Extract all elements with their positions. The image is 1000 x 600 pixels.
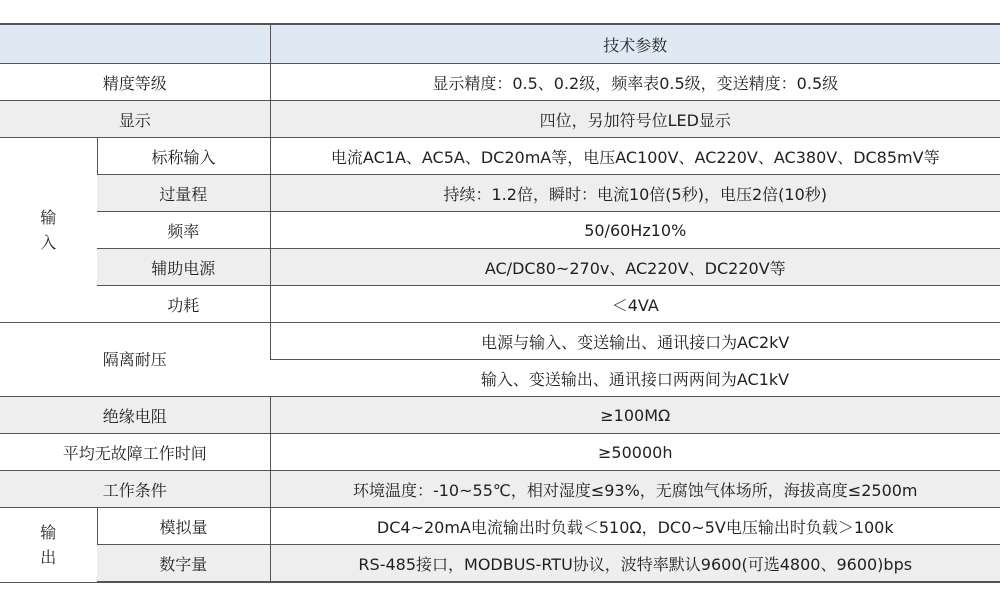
output-group-char-2: 出	[40, 547, 57, 567]
row-label-nominal-input: 标称输入	[97, 138, 270, 175]
row-value-digital-output: RS-485接口，MODBUS-RTU协议，波特率默认9600(可选4800、9600)bps	[270, 545, 1000, 583]
row-label-display: 显示	[0, 101, 270, 138]
row-label-accuracy: 精度等级	[0, 64, 270, 101]
table-row-nominal-input	[0, 138, 1000, 175]
row-value-aux-power: AC/DC80~270v、AC220V、DC220V等	[270, 249, 1000, 286]
row-label-insulation: 绝缘电阻	[0, 397, 270, 434]
row-value-power-consumption: ＜4VA	[270, 286, 1000, 323]
table-row-aux-power	[0, 249, 1000, 286]
row-value-insulation: ≥100MΩ	[270, 397, 1000, 434]
row-label-frequency: 频率	[97, 212, 270, 249]
input-group-char-2: 入	[40, 233, 57, 252]
row-value-frequency: 50/60Hz10%	[270, 212, 1000, 249]
row-label-digital-output: 数字量	[97, 545, 270, 583]
table-row-overload	[0, 175, 1000, 212]
row-value-isolation-2: 输入、变送输出、通讯接口两两间为AC1kV	[270, 360, 1000, 397]
table-header-row	[0, 24, 1000, 64]
row-value-accuracy: 显示精度：0.5、0.2级，频率表0.5级，变送精度：0.5级	[270, 64, 1000, 101]
table-row-analog-output	[0, 508, 1000, 545]
table-row-digital-output	[0, 545, 1000, 583]
row-label-analog-output: 模拟量	[97, 508, 270, 545]
table-row-power-consumption	[0, 286, 1000, 323]
row-label-isolation: 隔离耐压	[0, 323, 270, 397]
row-value-conditions: 环境温度：-10~55℃，相对湿度≤93%，无腐蚀气体场所，海拔高度≤2500m	[270, 471, 1000, 508]
input-group-label	[0, 138, 97, 323]
table-row-insulation	[0, 397, 1000, 434]
table-row-display	[0, 101, 1000, 138]
table-row-frequency	[0, 212, 1000, 249]
header-title: 技术参数	[270, 24, 1000, 64]
row-label-overload: 过量程	[97, 175, 270, 212]
row-label-power-consumption: 功耗	[97, 286, 270, 323]
row-value-overload: 持续：1.2倍，瞬时：电流10倍(5秒)，电压2倍(10秒)	[270, 175, 1000, 212]
input-group-char-1: 输	[40, 208, 57, 227]
row-value-mtbf: ≥50000h	[270, 434, 1000, 471]
table-row-isolation-1	[0, 323, 1000, 360]
table-row-mtbf	[0, 434, 1000, 471]
row-label-mtbf: 平均无故障工作时间	[0, 434, 270, 471]
row-value-display: 四位，另加符号位LED显示	[270, 101, 1000, 138]
header-blank-cell	[0, 24, 270, 64]
row-value-isolation-1: 电源与输入、变送输出、通讯接口为AC2kV	[270, 323, 1000, 360]
row-value-nominal-input: 电流AC1A、AC5A、DC20mA等，电压AC100V、AC220V、AC380V、DC85mV等	[270, 138, 1000, 175]
table-row-conditions	[0, 471, 1000, 508]
output-group-label	[0, 508, 97, 583]
table-row-accuracy	[0, 64, 1000, 101]
row-value-analog-output: DC4~20mA电流输出时负载＜510Ω，DC0~5V电压输出时负载＞100k	[270, 508, 1000, 545]
technical-parameters-table	[0, 23, 1000, 583]
row-label-aux-power: 辅助电源	[97, 249, 270, 286]
row-label-conditions: 工作条件	[0, 471, 270, 508]
output-group-char-1: 输	[40, 522, 57, 542]
